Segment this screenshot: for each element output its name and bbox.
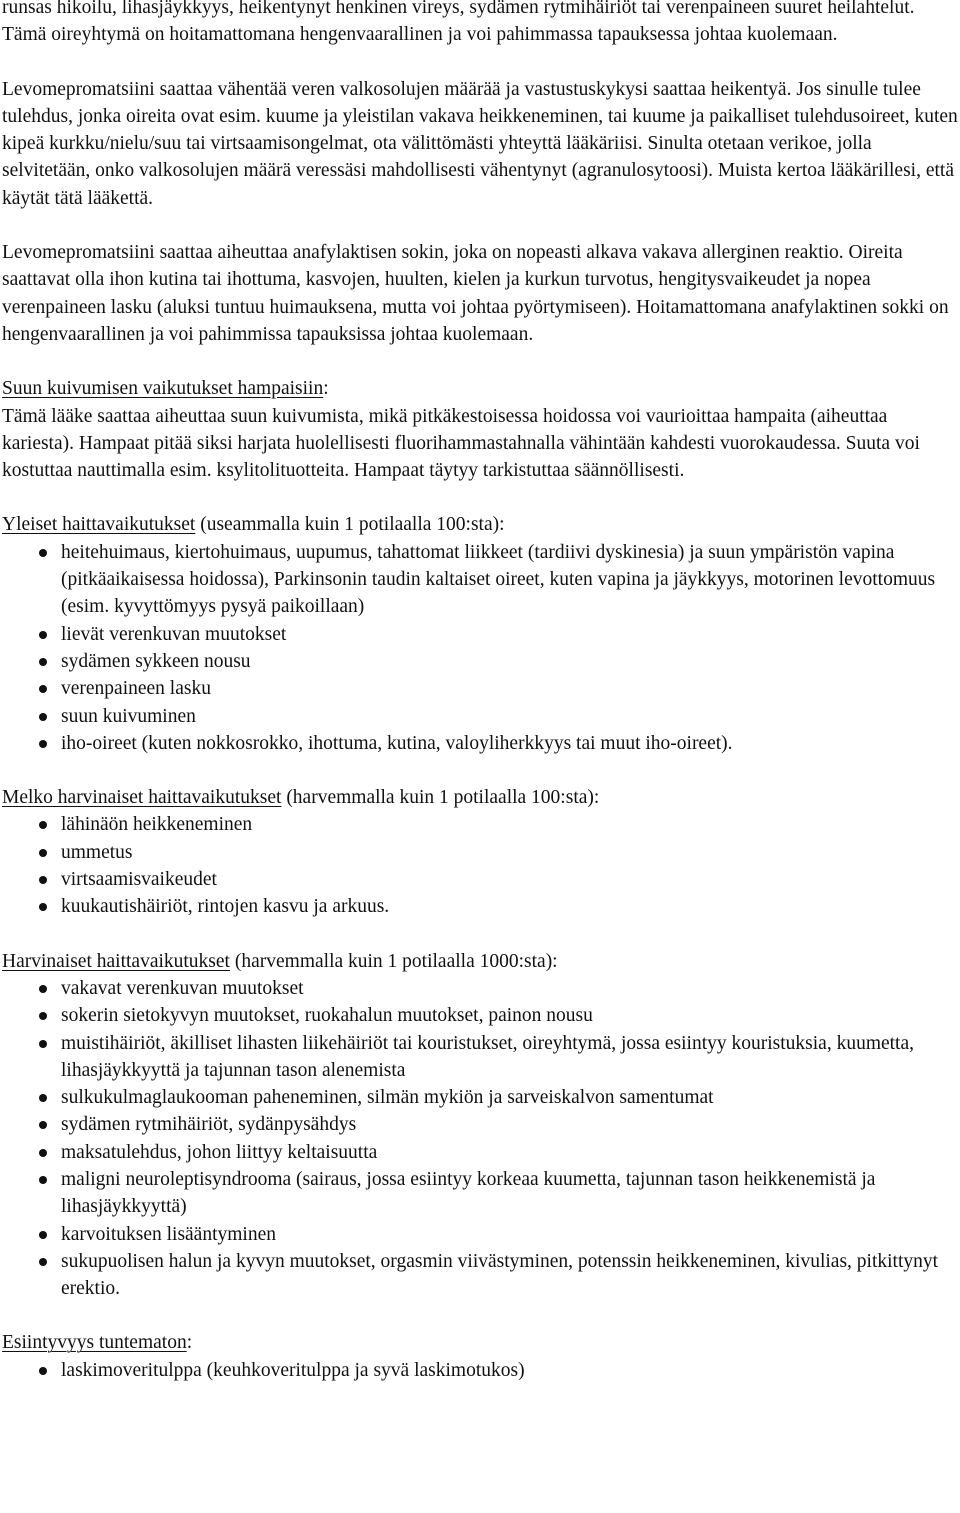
bullet-icon [39,1231,47,1239]
bullet-icon [39,1149,47,1157]
common-heading-suffix: (useammalla kuin 1 potilaalla 100:sta): [195,514,505,536]
teeth-heading-suffix: : [323,378,329,400]
list-item [2,1248,958,1303]
list-item [2,539,958,621]
list-item [2,621,958,648]
list-item [2,1139,958,1166]
common-list [2,539,958,757]
list-item-text: sukupuolisen halun ja kyvyn muutokset, orgasmin viivästyminen, potenssin heikkeneminen, kivulias, pitkittynyt erektio. [61,1250,939,1300]
list-item [2,730,958,757]
list-item [2,1111,958,1138]
bullet-icon [39,631,47,639]
bullet-icon [39,876,47,884]
spacer [2,484,958,511]
rare-heading-suffix: (harvemmalla kuin 1 potilaalla 1000:sta): [229,950,558,972]
uncommon-heading-suffix: (harvemmalla kuin 1 potilaalla 100:sta): [281,787,600,809]
list-item-text: iho-oireet (kuten nokkosrokko, ihottuma, kutina, valoyliherkkyys tai muut iho-oireet). [61,732,733,754]
list-item-text: ummetus [61,841,133,863]
bullet-icon [39,1176,47,1184]
bullet-icon [39,685,47,693]
uncommon-heading-text: Melko harvinaiset haittavaikutukset [2,787,282,809]
paragraph-nms-continuation: runsas hikoilu, lihasjäykkyys, heikentynyt henkinen vireys, sydämen rytmihäiriöt tai verenpaineen suuret heilahtelut. Tämä oireyhtymä on hoitamattomana hengenvaarallinen ja voi pahimmassa tapauksessa johtaa kuolemaan. [2,0,915,46]
list-item [2,1357,958,1384]
spacer [2,348,958,375]
teeth-heading-text: Suun kuivumisen vaikutukset hampaisiin [2,378,324,400]
spacer [2,49,958,76]
list-item [2,675,958,702]
bullet-icon [39,1258,47,1266]
list-item [2,811,958,838]
list-item [2,1221,958,1248]
list-item [2,648,958,675]
unknown-list [2,1357,958,1384]
common-heading [2,511,958,538]
bullet-icon [39,985,47,993]
common-heading-text: Yleiset haittavaikutukset [2,514,196,536]
rare-heading [2,948,958,975]
bullet-icon [39,1040,47,1048]
list-item [2,866,958,893]
list-item-text: karvoituksen lisääntyminen [61,1223,276,1245]
list-item [2,975,958,1002]
rare-list [2,975,958,1303]
spacer [2,757,958,784]
bullet-icon [39,740,47,748]
paragraph-anaphylaxis: Levomepromatsiini saattaa aiheuttaa anafylaktisen sokin, joka on nopeasti alkava vakava allerginen reaktio. Oireita saattavat olla ihon kutina tai ihottuma, kasvojen, huulten, kielen ja kurkun turvotus, hengitysvaikeudet ja nopea verenpaineen lasku (aluksi tuntuu huimauksena, mutta voi johtaa pyörtymiseen). Hoitamattomana anafylaktinen sokki on hengenvaarallinen ja voi pahimmissa tapauksissa johtaa kuolemaan. [2,242,949,345]
unknown-heading-text: Esiintyvyys tuntematon [2,1332,187,1354]
list-item-text: vakavat verenkuvan muutokset [61,977,304,999]
list-item-text: maksatulehdus, johon liittyy keltaisuutta [61,1141,378,1163]
list-item-text: suun kuivuminen [61,705,196,727]
bullet-icon [39,821,47,829]
list-item [2,1030,958,1085]
list-item-text: heitehuimaus, kiertohuimaus, uupumus, tahattomat liikkeet (tardiivi dyskinesia) ja suun ympäristön vapina (pitkäaikaisessa hoidossa), Parkinsonin taudin kaltaiset oireet, kuten vapina ja jäykkyys, motorinen levottomuus (esim. kyvyttömyys pysyä paikoillaan) [61,541,936,618]
bullet-icon [39,1094,47,1102]
bullet-icon [39,713,47,721]
spacer [2,212,958,239]
list-item-text: laskimoveritulppa (keuhkoveritulppa ja syvä laskimotukos) [61,1359,525,1381]
list-item-text: lähinäön heikkeneminen [61,814,253,836]
list-item [2,893,958,920]
bullet-icon [39,1121,47,1129]
list-item-text: muistihäiriöt, äkilliset lihasten liikehäiriöt tai kouristukset, oireyhtymä, jossa esiintyy kouristuksia, kuumetta, lihasjäykkyyttä ja tajunnan tason alenemista [61,1032,915,1081]
spacer [2,921,958,948]
document-page [2,0,958,1384]
uncommon-heading [2,784,958,811]
bullet-icon [39,549,47,557]
unknown-heading [2,1329,958,1356]
list-item-text: sokerin sietokyvyn muutokset, ruokahalun muutokset, painon nousu [61,1005,593,1027]
list-item [2,1002,958,1029]
unknown-heading-suffix: : [186,1332,193,1354]
list-item [2,703,958,730]
bullet-icon [39,658,47,666]
list-item-text: maligni neuroleptisyndrooma (sairaus, jossa esiintyy korkeaa kuumetta, tajunnan tason heikkenemistä ja lihasjäykkyyttä) [61,1168,876,1218]
list-item-text: sydämen rytmihäiriöt, sydänpysähdys [61,1114,357,1136]
uncommon-list [2,811,958,920]
paragraph-agranulocytosis: Levomepromatsiini saattaa vähentää veren valkosolujen määrää ja vastustuskykysi saattaa heikentyä. Jos sinulle tulee tulehdus, jonka oireita ovat esim. kuume ja yleistilan vakava heikkeneminen, tai kuume ja paikalliset tulehdusoireet, kuten kipeä kurkku/nielu/suu tai virtsaamisongelmat, ota välittömästi yhteyttä lääkäriisi. Sinulta otetaan verikoe, jolla selvitetään, onko valkosolujen määrä veressäsi mahdollisesti vähentynyt (agranulosytoosi). Muista kertoa lääkärillesi, että käytät tätä lääkettä. [2,78,958,209]
rare-heading-text: Harvinaiset haittavaikutukset [2,950,230,972]
bullet-icon [39,1367,47,1375]
list-item-text: virtsaamisvaikeudet [61,869,217,891]
teeth-paragraph: Tämä lääke saattaa aiheuttaa suun kuivumista, mikä pitkäkestoisessa hoidossa voi vaurioittaa hampaita (aiheuttaa kariesta). Hampaat pitää siksi harjata huolellisesti fluorihammastahnalla vähintään kahdesti vuorokaudessa. Suuta voi kostuttaa nauttimalla esim. ksylitolituotteita. Hampaat täytyy tarkistuttaa säännöllisesti. [2,405,920,482]
list-item-text: kuukautishäiriöt, rintojen kasvu ja arkuus. [61,896,390,918]
list-item [2,1084,958,1111]
list-item-text: sydämen sykkeen nousu [61,650,251,672]
teeth-heading [2,375,958,402]
list-item [2,1166,958,1221]
list-item-text: sulkukulmaglaukooman paheneminen, silmän mykiön ja sarveiskalvon samentumat [61,1087,714,1109]
list-item [2,839,958,866]
bullet-icon [39,903,47,911]
bullet-icon [39,849,47,857]
list-item-text: verenpaineen lasku [61,678,211,700]
list-item-text: lievät verenkuvan muutokset [61,623,287,645]
spacer [2,1302,958,1329]
bullet-icon [39,1012,47,1020]
